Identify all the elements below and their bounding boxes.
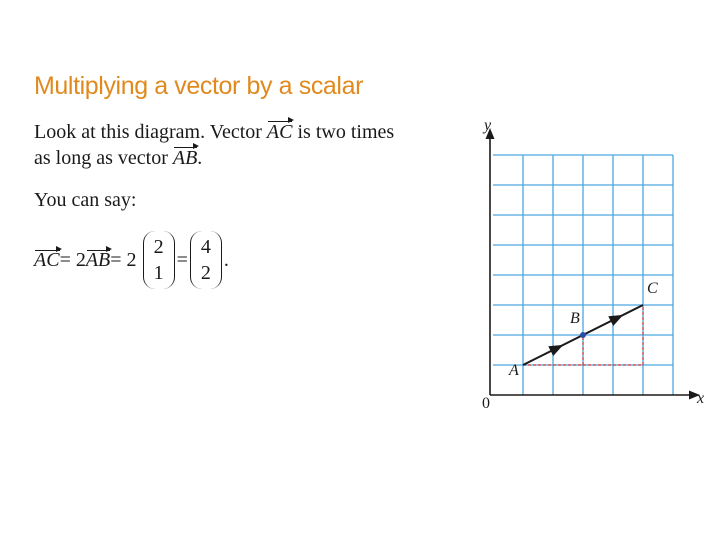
equation-symbol: = 2	[110, 248, 137, 271]
x-axis-label: x	[697, 390, 705, 407]
section-heading: Multiplying a vector by a scalar	[34, 72, 364, 100]
vector-component: 4	[200, 236, 211, 258]
vector-arrowhead-icon	[548, 340, 565, 356]
description-text: as long as vector	[34, 147, 173, 169]
column-vector-2-1	[143, 231, 175, 289]
equation-symbol: =	[176, 248, 188, 271]
equation-symbol: = 2	[59, 248, 86, 271]
description-line-1	[34, 120, 394, 144]
vector-component: 1	[153, 262, 164, 284]
vector-grid-diagram	[470, 112, 710, 412]
description-text: Look at this diagram. Vector	[34, 121, 267, 143]
equation-symbol: .	[223, 248, 229, 271]
point-label-c: C	[647, 280, 658, 297]
equation-vector-ab: AB	[85, 248, 111, 271]
column-vector-4-2	[190, 231, 222, 289]
description-line-2	[34, 146, 202, 170]
y-axis-label: y	[484, 117, 492, 134]
scalar-equation	[34, 228, 229, 292]
equation-vector-ac: AC	[34, 248, 60, 271]
vector-component: 2	[153, 236, 164, 258]
vector-ac-label: AC	[266, 121, 293, 143]
vector-component: 2	[200, 262, 211, 284]
axes	[486, 128, 701, 400]
description-text: .	[197, 147, 203, 169]
vector-arrowhead-icon	[608, 310, 625, 326]
point-b-marker	[580, 332, 586, 338]
origin-label: 0	[482, 395, 490, 412]
description-text: is two times	[292, 121, 395, 143]
point-label-a: A	[509, 362, 519, 379]
you-can-say-text: You can say:	[34, 189, 137, 211]
point-label-b: B	[570, 310, 580, 327]
vector-ab-label: AB	[172, 147, 198, 169]
